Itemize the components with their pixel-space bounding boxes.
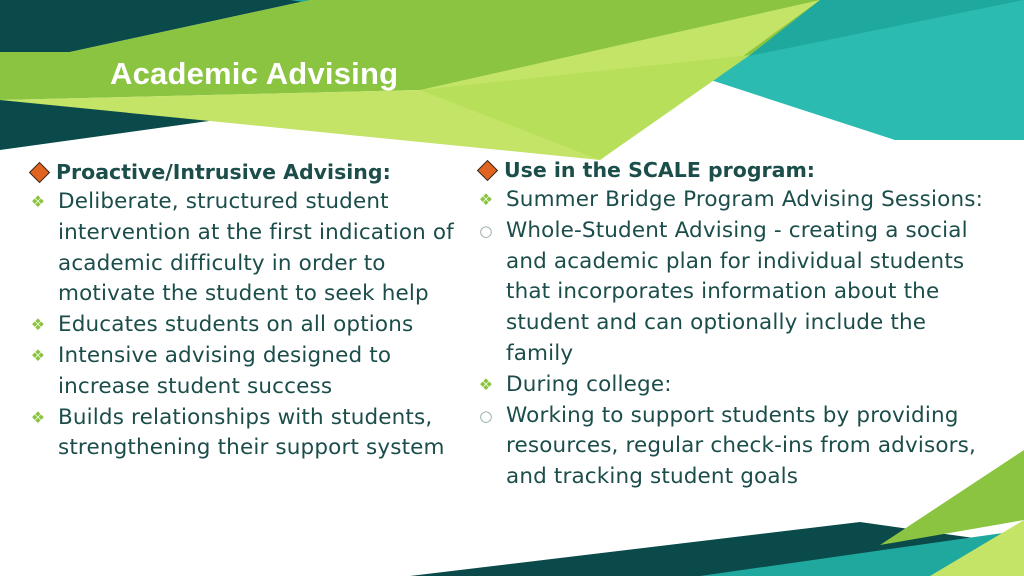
four-diamond-bullet-icon: ❖ (30, 345, 46, 365)
left-bullet-list (28, 187, 468, 464)
list-item-text: Deliberate, structured student intervention at the first indication of academic difficulty in order to motivate the student to seek help (58, 189, 454, 307)
list-item (476, 370, 996, 401)
left-heading-text: Proactive/Intrusive Advising: (56, 160, 391, 184)
right-column-heading (476, 155, 996, 185)
circle-bullet-icon: ○ (479, 406, 493, 425)
right-bullet-list (476, 185, 996, 493)
right-heading-text: Use in the SCALE program: (504, 158, 816, 182)
four-diamond-bullet-icon: ❖ (30, 315, 46, 335)
right-column (476, 155, 996, 493)
list-item (28, 310, 468, 341)
slide-title: Academic Advising (110, 56, 399, 91)
list-item-text: Educates students on all options (58, 312, 414, 338)
left-column (28, 157, 468, 464)
list-item (28, 187, 468, 310)
four-diamond-bullet-icon: ❖ (478, 190, 494, 209)
diamond-icon (477, 160, 498, 181)
list-item (476, 401, 996, 493)
list-item-text: Summer Bridge Program Advising Sessions: (506, 187, 983, 212)
left-column-heading (28, 157, 468, 187)
list-item (28, 341, 468, 403)
circle-bullet-icon: ○ (479, 221, 493, 240)
list-item-text: Intensive advising designed to increase student success (58, 342, 392, 399)
list-item-text: During college: (506, 371, 672, 397)
four-diamond-bullet-icon: ❖ (30, 407, 46, 427)
four-diamond-bullet-icon: ❖ (30, 192, 46, 211)
four-diamond-bullet-icon: ❖ (478, 374, 494, 394)
list-item-text: Working to support students by providing resources, regular check-ins from advisors, and tracking student goals (506, 402, 976, 490)
diamond-icon (29, 162, 50, 183)
list-item-text: Whole-Student Advising - creating a social and academic plan for individual students that incorporates information about the student and can optionally include the family (506, 217, 968, 366)
list-item-text: Builds relationships with students, strengthening their support system (58, 404, 445, 461)
list-item (28, 403, 468, 465)
list-item (476, 185, 996, 216)
list-item (476, 216, 996, 370)
